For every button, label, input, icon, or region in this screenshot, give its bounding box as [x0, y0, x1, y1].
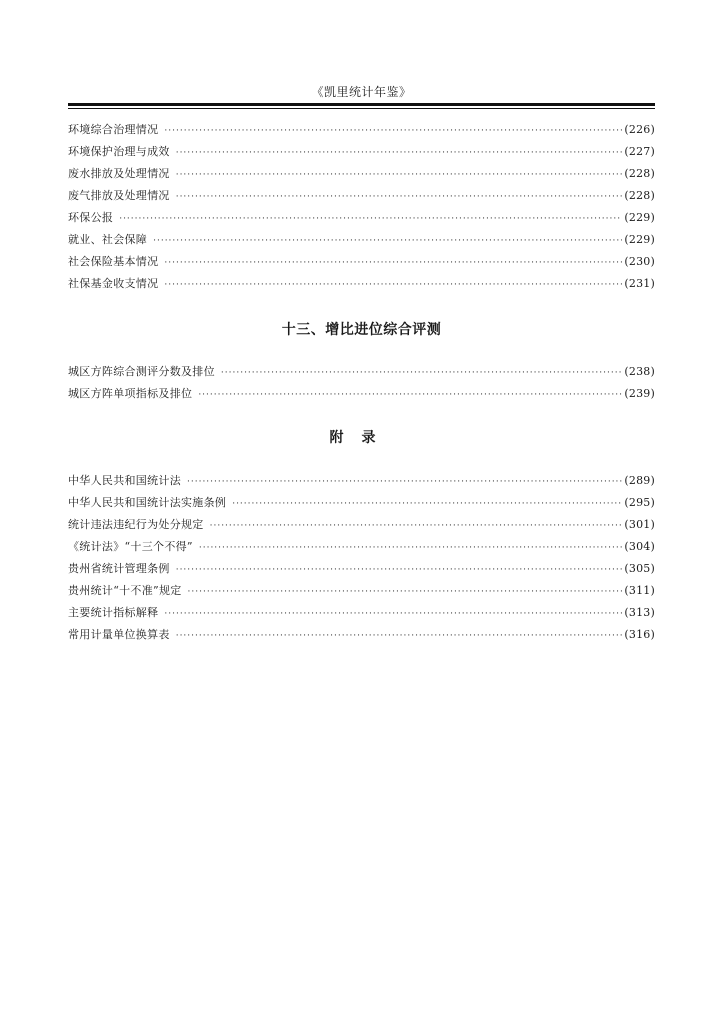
- toc-leader-dots: [187, 471, 622, 493]
- toc-entry[interactable]: [68, 273, 655, 295]
- toc-entry[interactable]: [68, 514, 655, 536]
- toc-entry-page: (228): [624, 167, 655, 180]
- toc-entry-title: 城区方阵单项指标及排位: [68, 387, 193, 400]
- toc-entry-title: 城区方阵综合测评分数及排位: [68, 365, 215, 378]
- toc-entry[interactable]: [68, 383, 655, 405]
- toc-entry-page: (295): [624, 496, 655, 509]
- toc-entry-page: (230): [624, 255, 655, 268]
- section-heading-appendix: 附录: [329, 430, 394, 446]
- toc-leader-dots: [198, 384, 622, 406]
- toc-leader-dots: [188, 581, 623, 603]
- toc-entry-title: 《统计法》“十三个不得”: [68, 540, 193, 553]
- toc-leader-dots: [176, 625, 623, 647]
- toc-leader-dots: [176, 164, 623, 186]
- toc-entry-page: (229): [624, 233, 655, 246]
- toc-entry[interactable]: [68, 580, 655, 602]
- toc-entry-title: 社保基金收支情况: [68, 277, 159, 290]
- toc-entry[interactable]: [68, 624, 655, 646]
- toc-entry-title: 中华人民共和国统计法: [68, 474, 181, 487]
- toc-entry-title: 统计违法违纪行为处分规定: [68, 518, 204, 531]
- toc-entry[interactable]: [68, 536, 655, 558]
- header-rule-thin: [68, 108, 655, 109]
- toc-leader-dots: [176, 186, 623, 208]
- toc-entry[interactable]: [68, 141, 655, 163]
- toc-entry-page: (228): [624, 189, 655, 202]
- toc-section-environment: [68, 119, 655, 295]
- toc-entry-title: 贵州统计“十不准”规定: [68, 584, 182, 597]
- toc-entry-page: (239): [624, 387, 655, 400]
- toc-section-appendix: [68, 470, 655, 646]
- toc-entry-title: 就业、社会保障: [68, 233, 148, 246]
- toc-section-13: [68, 361, 655, 405]
- toc-entry[interactable]: [68, 602, 655, 624]
- toc-entry-title: 环境保护治理与成效: [68, 145, 170, 158]
- header-rule-thick: [68, 103, 655, 106]
- toc-leader-dots: [164, 252, 622, 274]
- toc-entry[interactable]: [68, 119, 655, 141]
- toc-entry-title: 废气排放及处理情况: [68, 189, 170, 202]
- toc-entry-page: (231): [624, 277, 655, 290]
- toc-entry-page: (311): [624, 584, 655, 597]
- toc-leader-dots: [164, 603, 622, 625]
- toc-entry-title: 环保公报: [68, 211, 114, 224]
- toc-entry[interactable]: [68, 185, 655, 207]
- toc-entry[interactable]: [68, 558, 655, 580]
- running-header: 《凯里统计年鉴》: [311, 85, 412, 99]
- toc-leader-dots: [232, 493, 622, 515]
- toc-entry-title: 主要统计指标解释: [68, 606, 159, 619]
- toc-entry-title: 常用计量单位换算表: [68, 628, 170, 641]
- toc-entry[interactable]: [68, 229, 655, 251]
- toc-leader-dots: [164, 120, 622, 142]
- toc-leader-dots: [199, 537, 623, 559]
- toc-entry-page: (313): [624, 606, 655, 619]
- toc-leader-dots: [176, 142, 623, 164]
- toc-entry-page: (227): [624, 145, 655, 158]
- toc-entry-page: (301): [624, 518, 655, 531]
- toc-leader-dots: [221, 362, 623, 384]
- toc-entry-title: 中华人民共和国统计法实施条例: [68, 496, 227, 509]
- toc-entry-title: 废水排放及处理情况: [68, 167, 170, 180]
- toc-leader-dots: [176, 559, 623, 581]
- toc-leader-dots: [153, 230, 622, 252]
- toc-leader-dots: [164, 274, 622, 296]
- toc-entry-page: (316): [624, 628, 655, 641]
- toc-leader-dots: [210, 515, 623, 537]
- toc-entry-page: (304): [624, 540, 655, 553]
- toc-entry[interactable]: [68, 470, 655, 492]
- toc-entry-title: 贵州省统计管理条例: [68, 562, 170, 575]
- toc-entry[interactable]: [68, 492, 655, 514]
- toc-leader-dots: [119, 208, 622, 230]
- toc-entry-page: (229): [624, 211, 655, 224]
- toc-entry[interactable]: [68, 251, 655, 273]
- toc-entry-title: 环境综合治理情况: [68, 123, 159, 136]
- toc-entry-title: 社会保险基本情况: [68, 255, 159, 268]
- toc-entry-page: (238): [624, 365, 655, 378]
- toc-entry-page: (289): [624, 474, 655, 487]
- toc-entry[interactable]: [68, 361, 655, 383]
- section-heading-13: 十三、增比进位综合评测: [281, 322, 442, 338]
- toc-entry[interactable]: [68, 207, 655, 229]
- toc-entry-page: (226): [624, 123, 655, 136]
- toc-entry-page: (305): [624, 562, 655, 575]
- toc-entry[interactable]: [68, 163, 655, 185]
